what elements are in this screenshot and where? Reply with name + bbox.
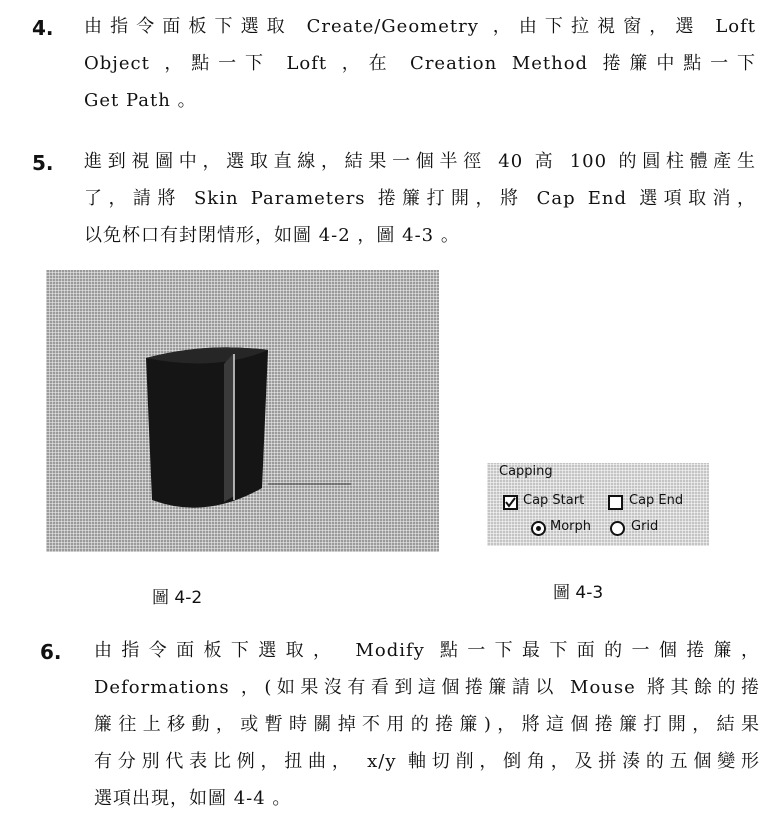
text-line: Deformations ，(如果沒有看到這個捲簾請以 Mouse 將其餘的捲: [94, 677, 760, 698]
cap-end-label: Cap End: [629, 493, 684, 508]
checkmark-icon: [505, 497, 516, 508]
step-number: 5.: [32, 151, 54, 175]
morph-radio[interactable]: [531, 521, 546, 536]
step-text: [94, 632, 760, 817]
text-line: 簾往上移動，或暫時關掉不用的捲簾)，將這個捲簾打開，結果: [94, 714, 760, 735]
text-line: 由指令面板下選取 Create/Geometry ，由下拉視窗，選 Loft: [84, 16, 756, 37]
text-line: Object ，點一下 Loft ，在 Creation Method 捲簾中點一下: [84, 53, 756, 74]
step-number: 4.: [32, 16, 54, 40]
text-line: 了，請將 Skin Parameters 捲簾打開，將 Cap End 選項取消，: [84, 188, 756, 209]
step-text: [84, 143, 756, 254]
capping-group-title: Capping: [499, 464, 553, 479]
cylinder-body: [146, 347, 268, 507]
text-line: 進到視圖中，選取直線，結果一個半徑 40 高 100 的圓柱體產生: [84, 151, 756, 172]
figure-4-3-capping-panel: [487, 463, 709, 546]
grid-radio[interactable]: [610, 521, 625, 536]
text-line: 由指令面板下選取， Modify 點一下最下面的一個捲簾，: [94, 640, 760, 661]
text-line: 選項出現，如圖 4-4 。: [94, 788, 292, 809]
cap-start-checkbox[interactable]: [503, 495, 518, 510]
cap-end-checkbox[interactable]: [608, 495, 623, 510]
step-number: 6.: [40, 640, 62, 664]
grid-label: Grid: [631, 519, 659, 534]
cap-start-label: Cap Start: [523, 493, 585, 508]
cylinder-rim-highlight: [224, 354, 234, 502]
text-line: 有分別代表比例，扭曲， x/y 軸切削，倒角，及拼湊的五個變形: [94, 751, 760, 772]
text-line: 以免杯口有封閉情形，如圖 4-2 ，圖 4-3 。: [84, 225, 460, 246]
step-text: [84, 8, 756, 119]
radio-selected-dot: [536, 526, 541, 531]
figure-4-3-caption: 圖 4-3: [553, 583, 604, 603]
text-line: Get Path 。: [84, 90, 197, 111]
cylinder-render: [46, 270, 439, 552]
morph-label: Morph: [550, 519, 592, 534]
figure-4-2-caption: 圖 4-2: [152, 588, 203, 608]
figure-4-2-viewport: [46, 270, 439, 552]
